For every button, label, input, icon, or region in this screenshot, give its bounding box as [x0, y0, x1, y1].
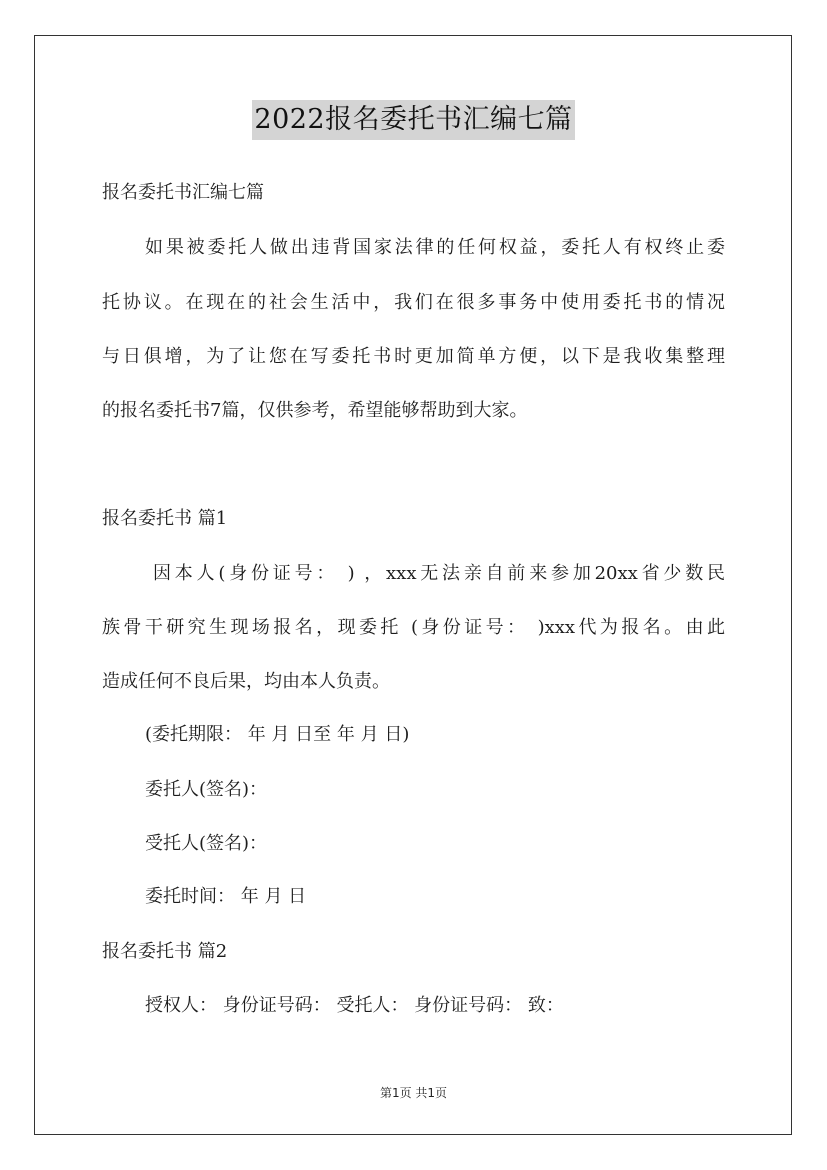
section-1-body-line-1: 因本人(身份证号： ) ，xxx无法亲自前来参加20xx省少数民	[153, 563, 725, 584]
intro-line-1: 如果被委托人做出违背国家法律的任何权益，委托人有权终止委	[145, 237, 725, 258]
document-subtitle: 报名委托书汇编七篇	[102, 182, 264, 203]
section-2-body: 授权人： 身份证号码： 受托人： 身份证号码： 致：	[145, 995, 564, 1016]
agent-signature: 受托人(签名)：	[145, 833, 268, 854]
intro-line-2: 托协议。在现在的社会生活中，我们在很多事务中使用委托书的情况	[102, 292, 725, 313]
intro-line-4: 的报名委托书7篇，仅供参考，希望能够帮助到大家。	[102, 400, 528, 421]
section-2-heading: 报名委托书 篇2	[102, 941, 228, 962]
delegation-date: 委托时间： 年 月 日	[145, 886, 307, 907]
section-1-heading: 报名委托书 篇1	[102, 508, 228, 529]
intro-line-3: 与日俱增，为了让您在写委托书时更加简单方便，以下是我收集整理	[102, 346, 725, 367]
section-1-body-line-2: 族骨干研究生现场报名，现委托 (身份证号： )xxx代为报名。由此	[102, 617, 725, 638]
title-wrapper	[0, 100, 827, 140]
page-footer: 第1页 共1页	[379, 1086, 448, 1100]
principal-signature: 委托人(签名)：	[145, 779, 268, 800]
delegation-period: (委托期限： 年 月 日至 年 月 日)	[145, 724, 410, 745]
document-title: 2022报名委托书汇编七篇	[252, 100, 574, 140]
section-1-body-line-3: 造成任何不良后果，均由本人负责。	[102, 671, 390, 692]
